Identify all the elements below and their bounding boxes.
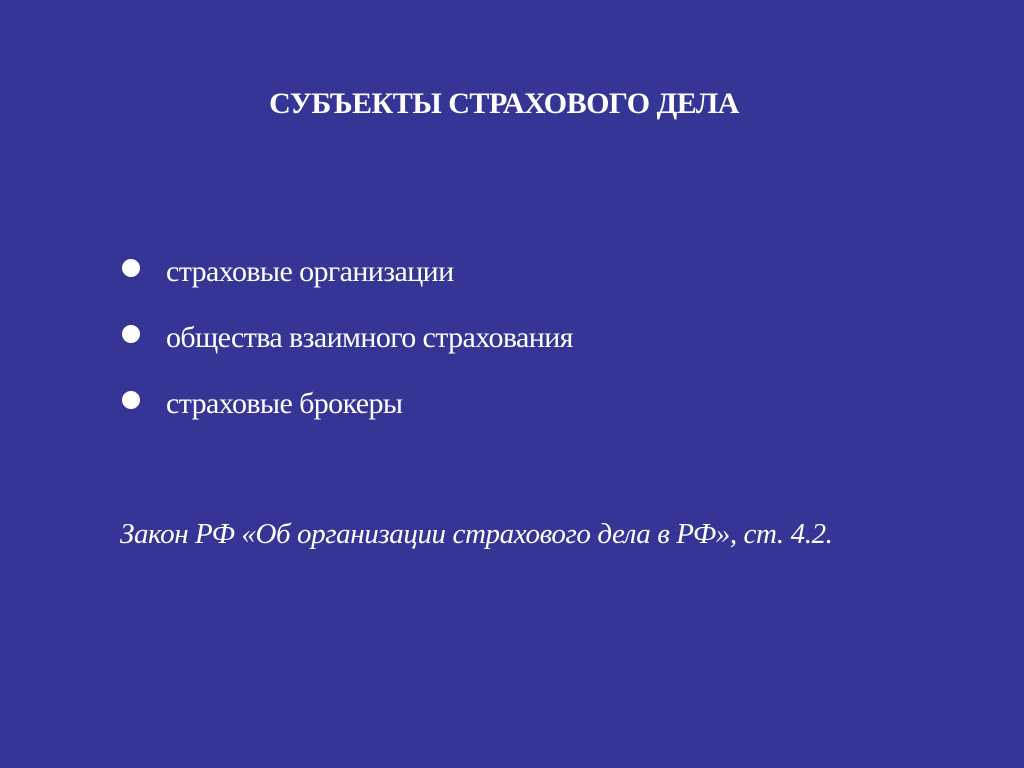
bullet-text: страховые организации bbox=[166, 255, 454, 288]
law-reference-note: Закон РФ «Об организации страхового дела в РФ», ст. 4.2. bbox=[120, 518, 833, 550]
bullet-icon bbox=[122, 391, 140, 409]
slide-title: СУБЪЕКТЫ СТРАХОВОГО ДЕЛА bbox=[269, 87, 739, 120]
bullet-text: страховые брокеры bbox=[166, 387, 403, 420]
bullet-icon bbox=[122, 325, 140, 343]
bullet-icon bbox=[122, 259, 140, 277]
bullet-text: общества взаимного страхования bbox=[166, 321, 573, 354]
